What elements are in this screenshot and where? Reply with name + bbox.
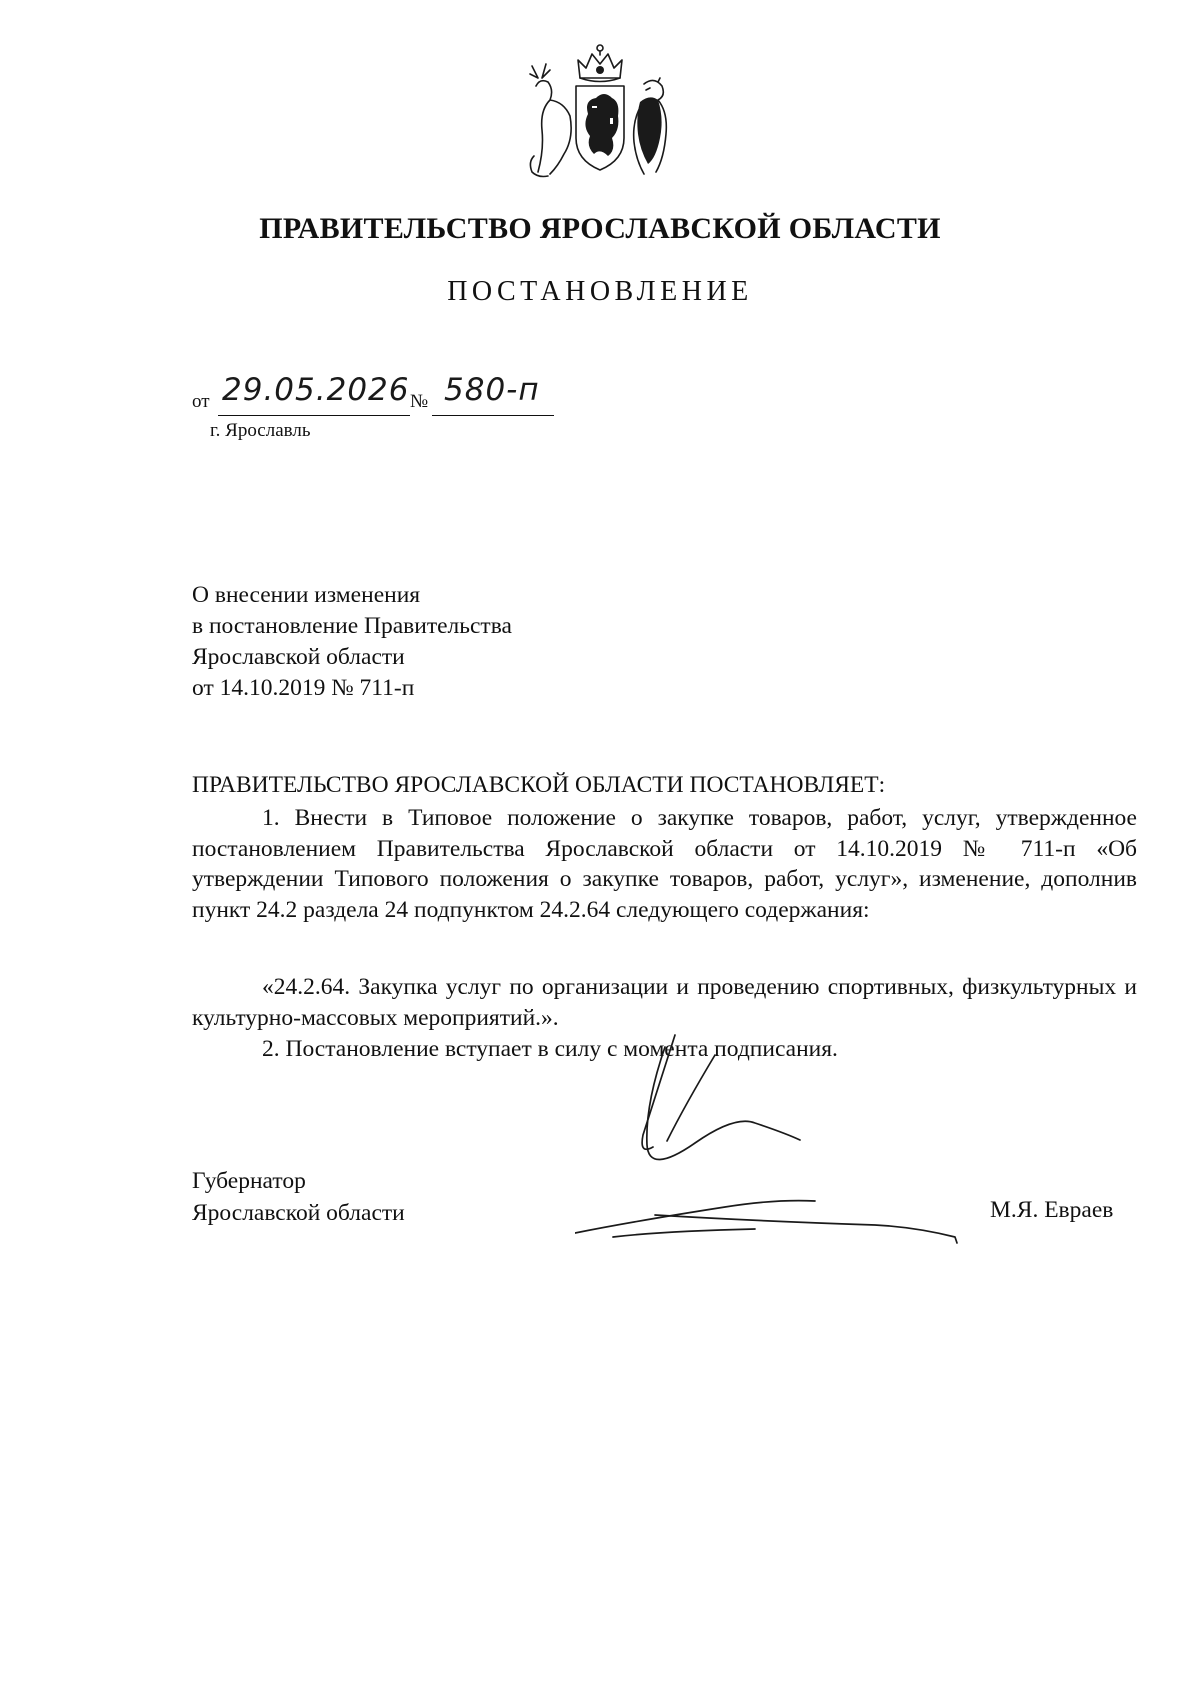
decree-line: ПРАВИТЕЛЬСТВО ЯРОСЛАВСКОЙ ОБЛАСТИ ПОСТАНОВЛЯЕТ: (192, 772, 886, 798)
signer-position-line: Губернатор (192, 1168, 306, 1194)
document-subject (192, 580, 512, 704)
organization-title: ПРАВИТЕЛЬСТВО ЯРОСЛАВСКОЙ ОБЛАСТИ (259, 212, 941, 245)
paragraph-2: 2. Постановление вступает в силу с момента подписания. (262, 1036, 838, 1062)
signer-position (192, 1165, 405, 1229)
date-prefix: от (192, 391, 210, 412)
city-line: г. Ярославль (210, 420, 311, 441)
handwritten-date: 29.05.2026 (222, 372, 410, 408)
signer-name: М.Я. Евраев (990, 1197, 1114, 1223)
handwritten-number: 580-п (444, 372, 540, 408)
yaroslavl-coat-of-arms-icon (520, 38, 680, 188)
subject-line: О внесении изменения (192, 582, 421, 608)
signer-position-line: Ярославской области (192, 1200, 405, 1226)
subject-line: от 14.10.2019 № 711-п (192, 675, 415, 701)
subject-line: в постановление Правительства (192, 613, 512, 639)
document-type-title: ПОСТАНОВЛЕНИЕ (447, 276, 753, 307)
number-underline (432, 415, 554, 416)
handwritten-signature (575, 1025, 975, 1275)
subject-line: Ярославской области (192, 644, 405, 670)
paragraph-quote: «24.2.64. Закупка услуг по организации и проведению спортивных, физкультурных и культурно-массовых мероприятий.». (192, 974, 1137, 1031)
date-underline (218, 415, 410, 416)
paragraph-1: 1. Внести в Типовое положение о закупке товаров, работ, услуг, утвержденное постановлением Правительства Ярославской области от 14.10.2019 № 711-п «Об утверждении Типового положения о закупке товаров, работ, услуг», изменение, дополнив пункт 24.2 раздела 24 подпунктом 24.2.64 следующего содержания: (192, 805, 1137, 923)
number-prefix: № (410, 391, 429, 412)
registration-line (192, 370, 592, 420)
